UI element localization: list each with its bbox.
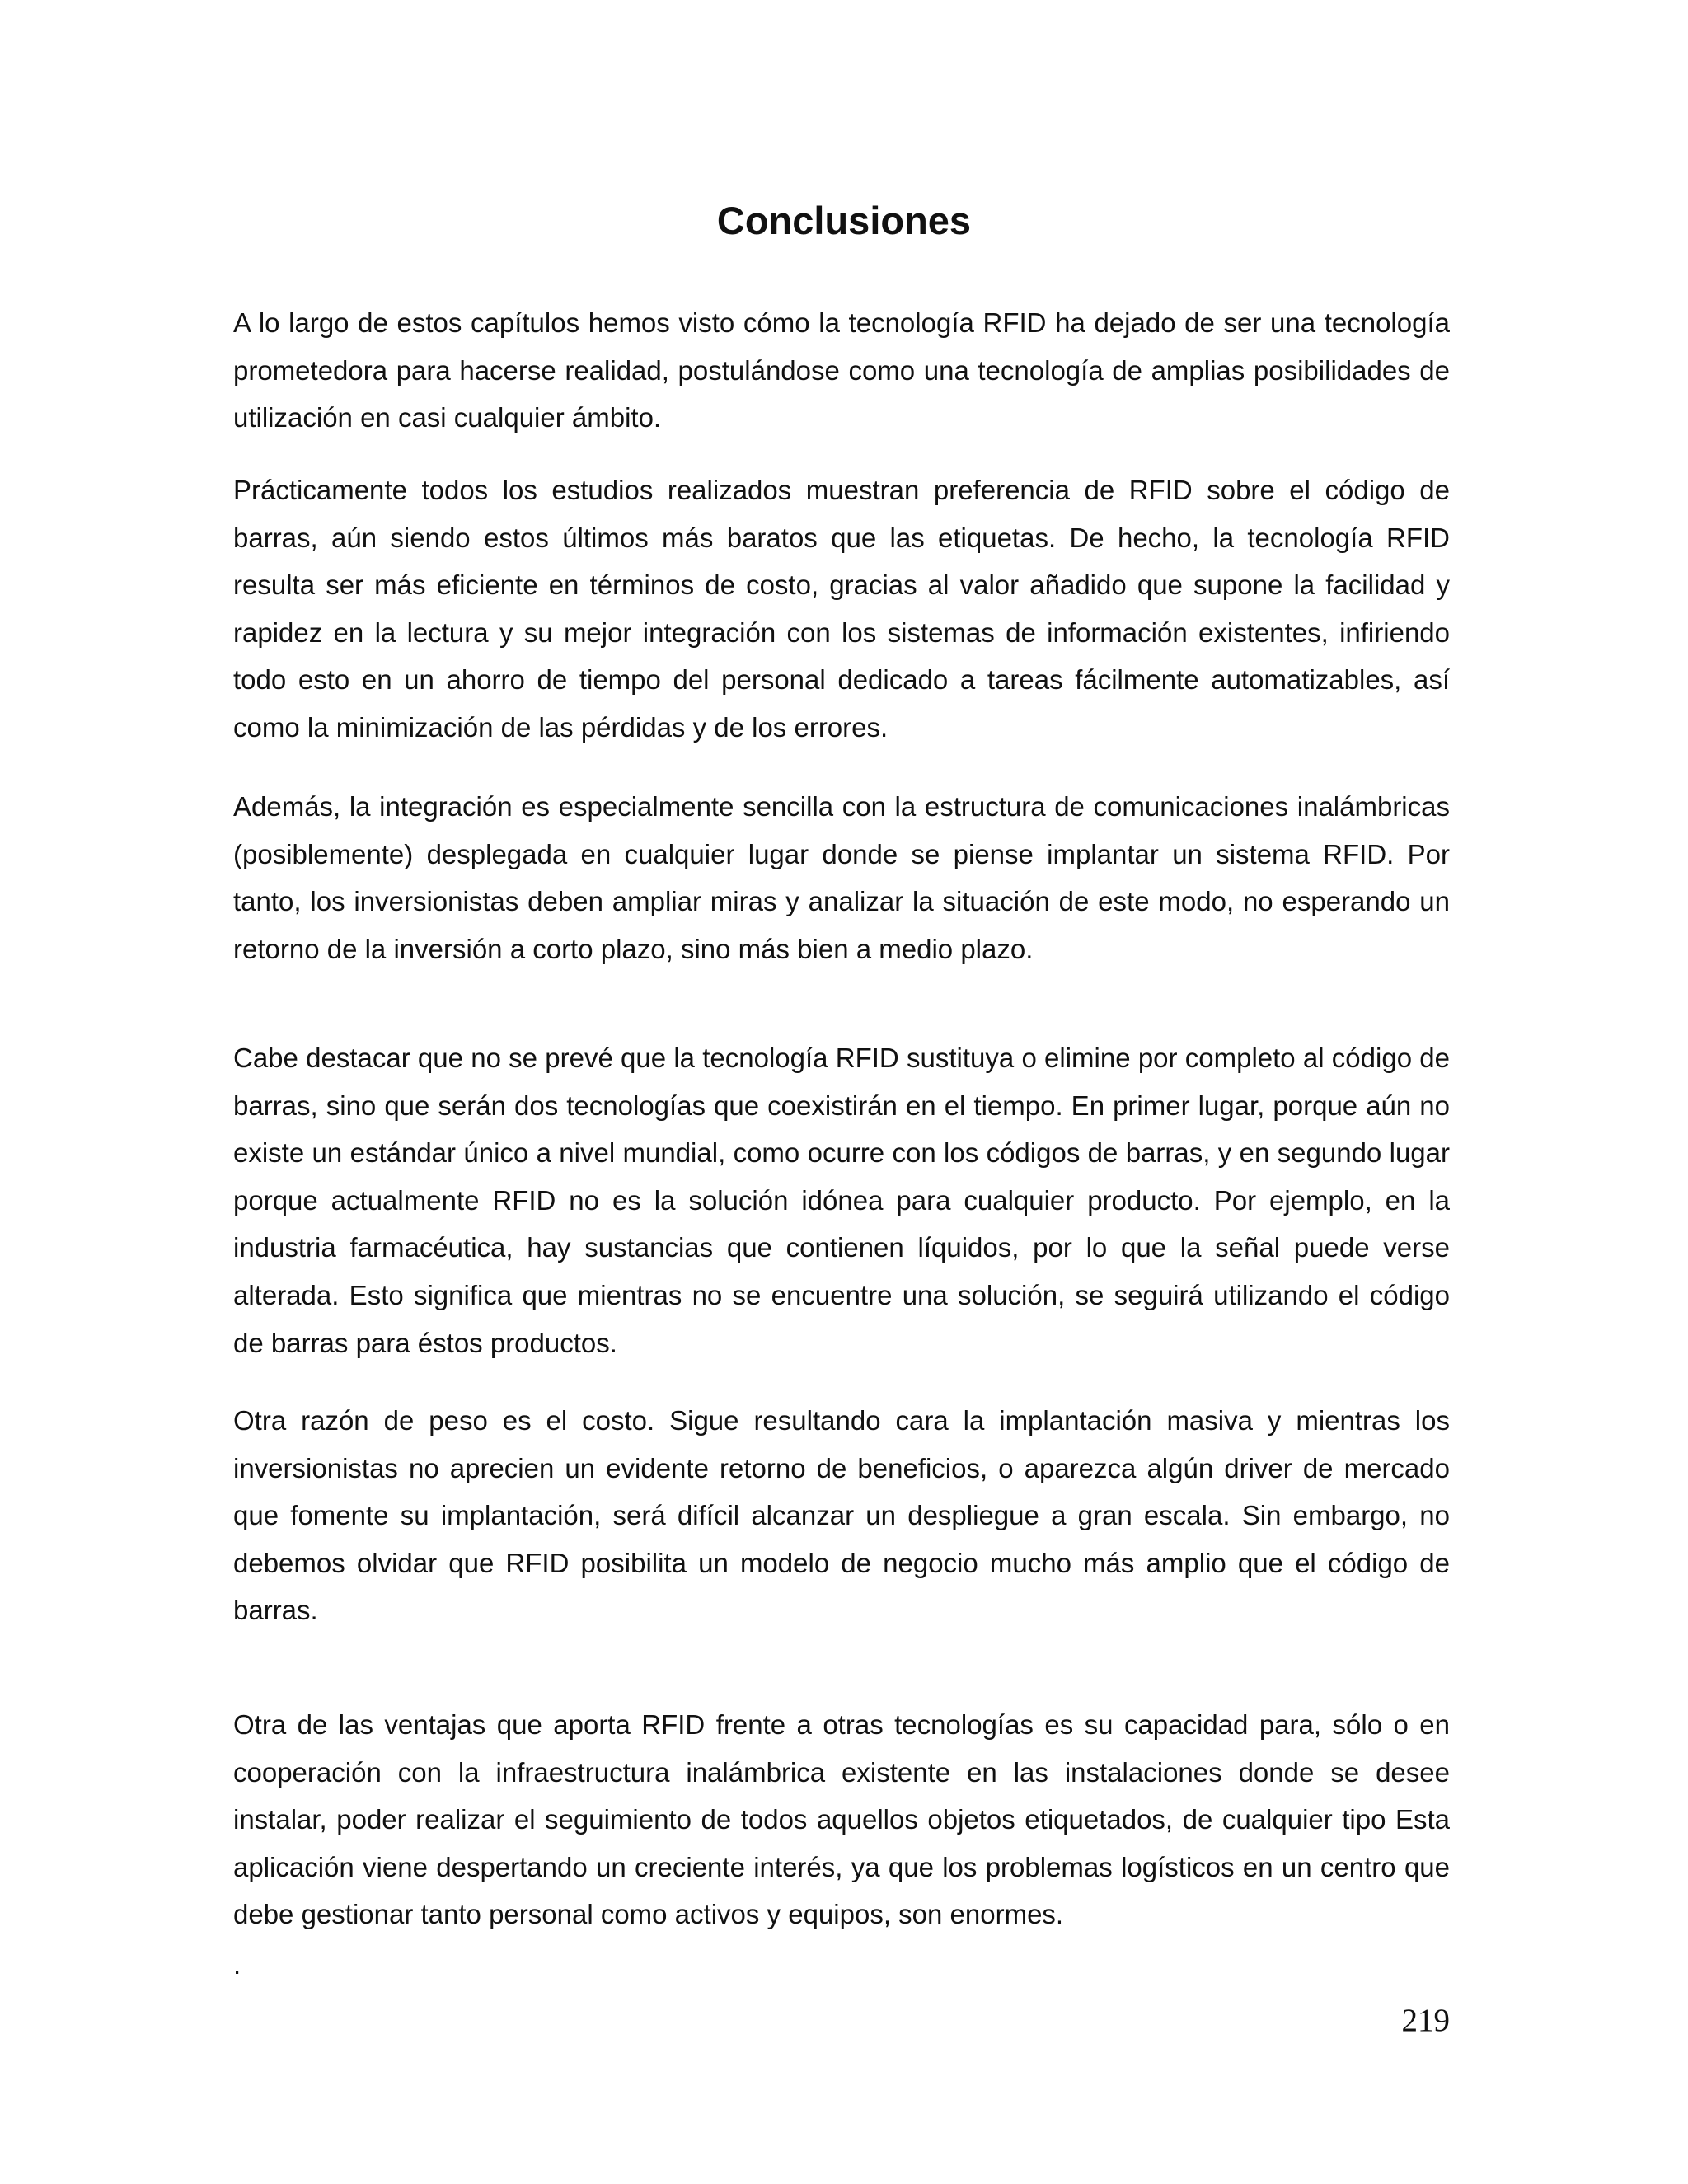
paragraph-3: Además, la integración es especialmente sencilla con la estructura de comunicaciones inalámbricas (posiblemente) desplegada en cualquier lugar donde se piense implantar un sistema RFID. Por tanto, los inversionistas deben ampliar miras y analizar la situación de este modo, no esperando un retorno de la inversión a corto plazo, sino más bien a medio plazo.: [233, 791, 1450, 964]
page-title: Conclusiones: [716, 199, 972, 242]
paragraph-1: A lo largo de estos capítulos hemos visto cómo la tecnología RFID ha dejado de ser una tecnología prometedora para hacerse realidad, postulándose como una tecnología de amplias posibilidades de utilización en casi cualquier ámbito.: [233, 307, 1450, 434]
paragraph-2: Prácticamente todos los estudios realizados muestran preferencia de RFID sobre el código de barras, aún siendo estos últimos más baratos que las etiquetas. De hecho, la tecnología RFID resulta ser más eficiente en términos de costo, gracias al valor añadido que supone la facilidad y rapidez en la lectura y su mejor integración con los sistemas de información existentes, infiriendo todo esto en un ahorro de tiempo del personal dedicado a tareas fácilmente automatizables, así como la minimización de las pérdidas y de los errores.: [233, 475, 1450, 743]
page-number: 219: [1401, 2003, 1450, 2038]
paragraph-4: Cabe destacar que no se prevé que la tecnología RFID sustituya o elimine por completo al código de barras, sino que serán dos tecnologías que coexistirán en el tiempo. En primer lugar, porque aún no existe un estándar único a nivel mundial, como ocurre con los códigos de barras, y en segundo lugar porque actualmente RFID no es la solución idónea para cualquier producto. Por ejemplo, en la industria farmacéutica, hay sustancias que contienen líquidos, por lo que la señal puede verse alterada. Esto significa que mientras no se encuentre una solución, se seguirá utilizando el código de barras para éstos productos.: [233, 1043, 1450, 1358]
paragraph-6: Otra de las ventajas que aporta RFID frente a otras tecnologías es su capacidad para, sólo o en cooperación con la infraestructura inalámbrica existente en las instalaciones donde se desee instalar, poder realizar el seguimiento de todos aquellos objetos etiquetados, de cualquier tipo Esta aplicación viene despertando un creciente interés, ya que los problemas logísticos en un centro que debe gestionar tanto personal como activos y equipos, son enormes.: [233, 1709, 1450, 1930]
paragraph-5: Otra razón de peso es el costo. Sigue resultando cara la implantación masiva y mientras los inversionistas no aprecien un evidente retorno de beneficios, o aparezca algún driver de mercado que fomente su implantación, será difícil alcanzar un despliegue a gran escala. Sin embargo, no debemos olvidar que RFID posibilita un modelo de negocio mucho más amplio que el código de barras.: [233, 1405, 1450, 1626]
trailing-period: .: [233, 1949, 241, 1980]
